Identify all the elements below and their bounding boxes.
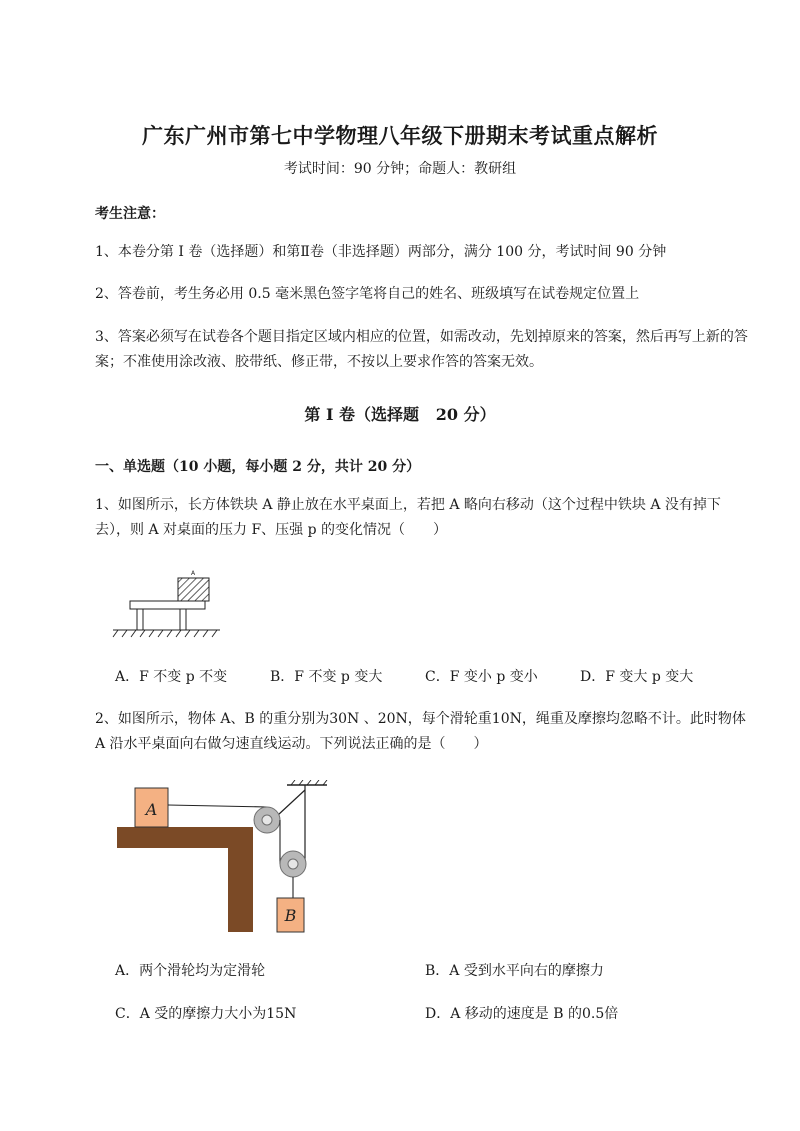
question-1-figure bbox=[110, 565, 225, 640]
bracket-arm bbox=[278, 790, 305, 815]
notice-item-1: 1、本卷分第 I 卷（选择题）和第Ⅱ卷（非选择题）两部分，满分 100 分，考试时间 90 分钟 bbox=[95, 244, 667, 260]
horizontal-rope bbox=[168, 805, 267, 807]
notice-item-3: 3、答案必须写在试卷各个题目指定区域内相应的位置，如需改动，先划掉原来的答案，然后再写上新的答案；不准使用涂改液、胶带纸、修正带，不按以上要求作答的答案无效。 bbox=[95, 329, 748, 370]
question-1-option-a[interactable]: A．F 不变 p 不变 bbox=[115, 669, 228, 685]
exam-meta: 考试时间：90 分钟；命题人：教研组 bbox=[283, 161, 517, 177]
table-top bbox=[117, 827, 253, 848]
question-2-option-c[interactable]: C．A 受的摩擦力大小为15N bbox=[115, 1006, 297, 1022]
question-2-figure bbox=[115, 780, 335, 935]
ground-hatching bbox=[113, 630, 217, 637]
question-1-stem: 1、如图所示，长方体铁块 A 静止放在水平桌面上，若把 A 略向右移动（这个过程中铁块 A 没有掉下去），则 A 对桌面的压力 F、压强 p 的变化情况（ ） bbox=[95, 497, 721, 538]
block-a-label: A bbox=[145, 800, 158, 819]
question-2-option-b[interactable]: B．A 受到水平向右的摩擦力 bbox=[425, 963, 604, 979]
question-2-stem: 2、如图所示，物体 A、B 的重分别为30N 、20N，每个滑轮重10N，绳重及摩擦均忽略不计。此时物体 A 沿水平桌面向右做匀速直线运动。下列说法正确的是（ ） bbox=[95, 711, 746, 752]
mc-heading: 一、单选题（10 小题，每小题 2 分，共计 20 分） bbox=[95, 459, 421, 475]
question-2-option-d[interactable]: D．A 移动的速度是 B 的0.5倍 bbox=[425, 1006, 619, 1022]
question-1-option-d[interactable]: D．F 变大 p 变大 bbox=[580, 669, 694, 685]
table-top bbox=[130, 601, 205, 609]
question-2-option-a[interactable]: A．两个滑轮均为定滑轮 bbox=[115, 963, 266, 979]
question-1-option-b[interactable]: B．F 不变 p 变大 bbox=[270, 669, 383, 685]
iron-block-a bbox=[178, 578, 209, 601]
section-title: 第 I 卷（选择题 20 分） bbox=[304, 405, 496, 424]
block-a-label: A bbox=[190, 570, 196, 577]
ceiling-hatching bbox=[291, 780, 327, 785]
movable-pulley-hub bbox=[288, 859, 298, 869]
question-1-option-c[interactable]: C．F 变小 p 变小 bbox=[425, 669, 538, 685]
table-leg bbox=[228, 848, 253, 932]
notice-item-2: 2、答卷前，考生务必用 0.5 毫米黑色签字笔将自己的姓名、班级填写在试卷规定位置上 bbox=[95, 286, 640, 302]
notice-heading: 考生注意： bbox=[95, 206, 165, 222]
fixed-pulley-hub bbox=[262, 815, 272, 825]
page-title: 广东广州市第七中学物理八年级下册期末考试重点解析 bbox=[142, 123, 658, 148]
block-b-label: B bbox=[284, 906, 297, 925]
